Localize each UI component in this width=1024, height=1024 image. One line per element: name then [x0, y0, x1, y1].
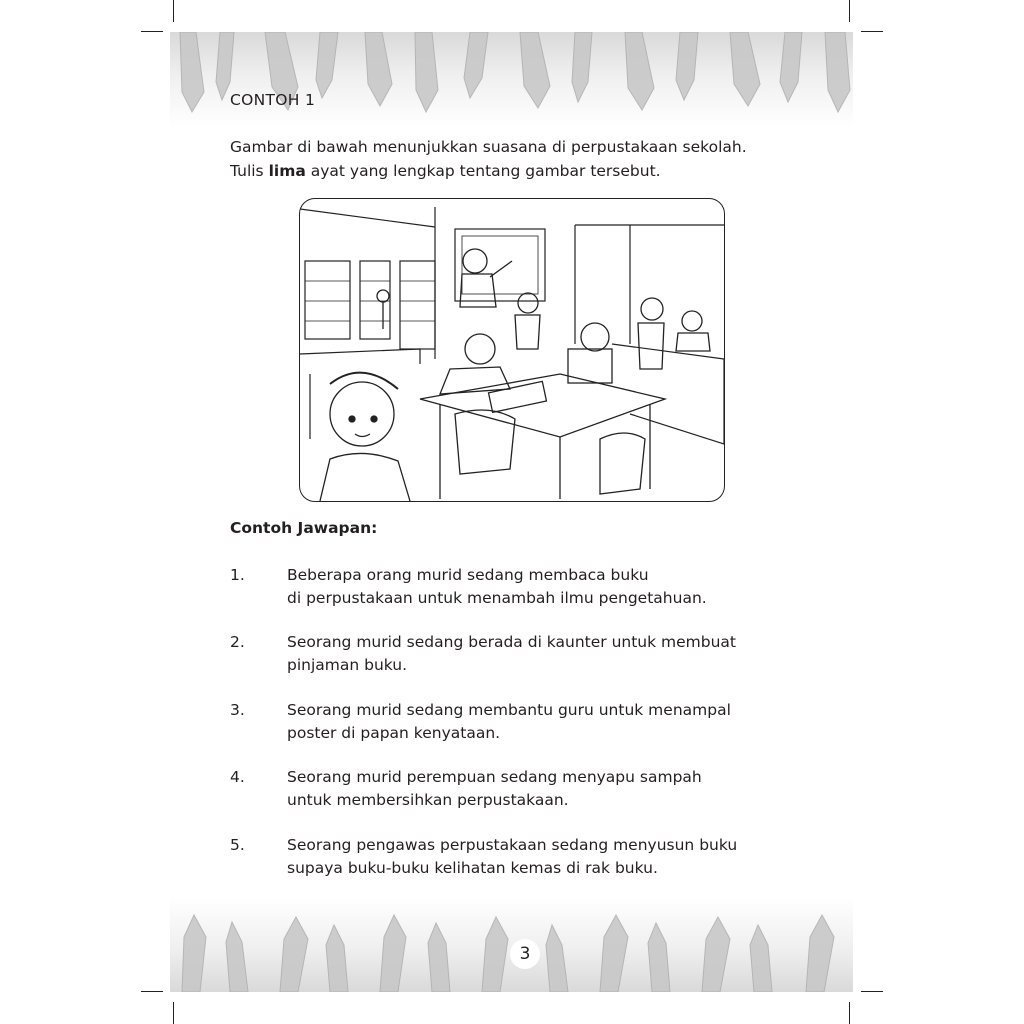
page-number: 3 — [510, 939, 540, 969]
page-title: CONTOH 1 — [230, 91, 316, 109]
emphasis-word: lima — [268, 162, 306, 180]
instruction-text — [230, 135, 830, 183]
answer-number: 1. — [230, 566, 245, 584]
library-illustration — [299, 198, 725, 502]
pencil-footer-decoration — [170, 897, 853, 992]
crop-mark — [141, 991, 163, 992]
answer-number: 4. — [230, 768, 245, 786]
instruction-line-1: Gambar di bawah menunjukkan suasana di perpustakaan sekolah. — [230, 138, 747, 156]
answer-number: 3. — [230, 701, 245, 719]
pencil-header-decoration — [170, 32, 853, 127]
crop-mark — [849, 1002, 850, 1024]
crop-mark — [861, 991, 883, 992]
instruction-line-2: Tulis lima ayat yang lengkap tentang gambar tersebut. — [230, 162, 661, 180]
answer-heading: Contoh Jawapan: — [230, 519, 378, 537]
crop-mark — [849, 0, 850, 22]
answer-number: 2. — [230, 633, 245, 651]
crop-mark — [141, 31, 163, 32]
crop-mark — [861, 31, 883, 32]
answer-number: 5. — [230, 836, 245, 854]
crop-mark — [173, 1002, 174, 1024]
crop-mark — [173, 0, 174, 22]
